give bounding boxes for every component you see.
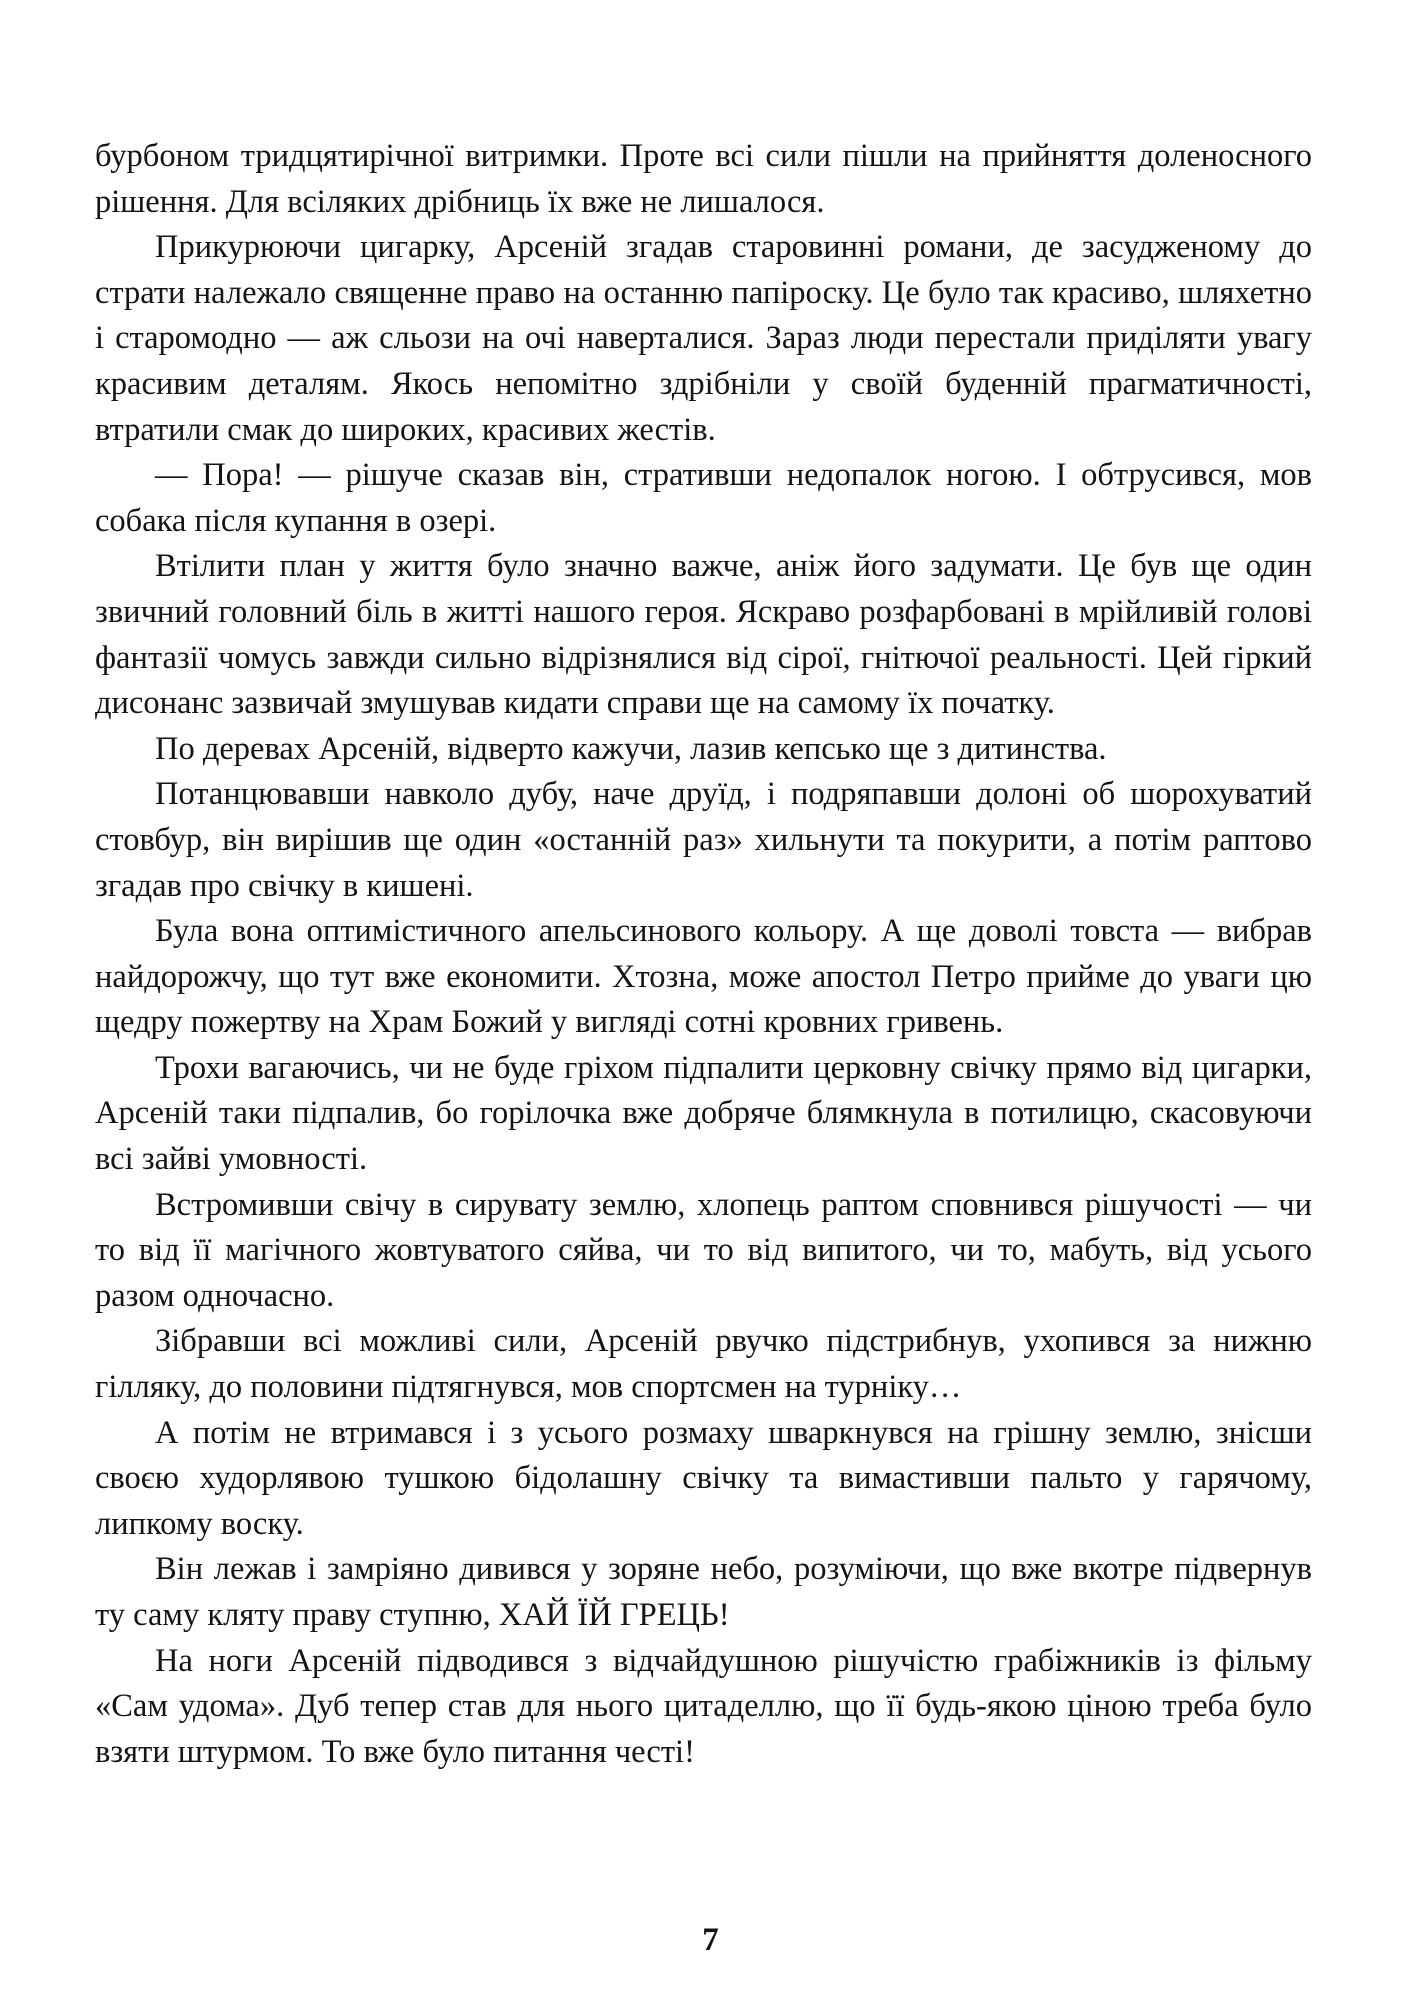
paragraph: А потім не втримався і з усього розмаху шваркнувся на грішну землю, знісши своєю худорлявою тушкою бідолашну свічку та вимастивши пальто у гарячому, липкому воску. — [95, 1414, 1312, 1542]
paragraph: Він лежав і замріяно дивився у зоряне небо, розуміючи, що вже вкотре підвернув ту саму кляту праву ступню, ХАЙ ЇЙ ГРЕЦЬ! — [95, 1551, 1312, 1633]
paragraph: На ноги Арсеній підводився з відчайдушною рішучістю грабіжників із фільму «Сам удома». Дуб тепер став для нього цитаделлю, що її будь-якою ціною треба було взяти штурмом. То вже було питання честі! — [95, 1642, 1312, 1770]
paragraph-continuation: бурбоном тридцятирічної витримки. Проте всі сили пішли на прийняття доленосного рішення. Для всіляких дрібниць їх вже не лишалося. — [95, 138, 1312, 220]
paragraph-dialogue: — Пора! — рішуче сказав він, стративши недопалок ногою. І обтрусився, мов собака після купання в озері. — [95, 457, 1312, 539]
paragraph: Потанцювавши навколо дубу, наче друїд, і подряпавши долоні об шорохуватий стовбур, він вирішив ще один «останній раз» хильнути та покурити, а потім раптово згадав про свічку в кишені. — [95, 776, 1312, 904]
page-number: 7 — [702, 1922, 719, 1958]
paragraph: Прикурюючи цигарку, Арсеній згадав старовинні романи, де засудженому до страти належало священне право на останню папіроску. Це було так красиво, шляхетно і старомодно — аж сльози на очі наверталися. Зараз люди перестали приділяти увагу красивим деталям. Якось непомітно здрібніли у своїй буденній прагматичності, втратили смак до широких, красивих жестів. — [95, 229, 1312, 448]
paragraph: По деревах Арсеній, відверто кажучи, лазив кепсько ще з дитинства. — [155, 730, 1107, 767]
paragraph: Втілити план у життя було значно важче, аніж його задумати. Це був ще один звичний головний біль в житті нашого героя. Яскраво розфарбовані в мрійливій голові фантазії чомусь завжди сильно відрізнялися від сірої, гнітючої реальності. Цей гіркий дисонанс зазвичай змушував кидати справи ще на самому їх початку. — [95, 548, 1312, 722]
body-text — [95, 134, 1312, 1775]
paragraph: Була вона оптимістичного апельсинового кольору. А ще доволі товста — вибрав найдорожчу, що тут вже економити. Хтозна, може апостол Петро прийме до уваги цю щедру пожертву на Храм Божий у вигляді сотні кровних гривень. — [95, 913, 1312, 1041]
paragraph: Трохи вагаючись, чи не буде гріхом підпалити церковну свічку прямо від цигарки, Арсеній таки підпалив, бо горілочка вже добряче блямкнула в потилицю, скасовуючи всі зайві умовності. — [95, 1049, 1312, 1178]
paragraph: Зібравши всі можливі сили, Арсеній рвучко підстрибнув, ухопився за нижню гілляку, до половини підтягнувся, мов спортсмен на турніку… — [95, 1323, 1312, 1406]
paragraph: Встромивши свічу в сирувату землю, хлопець раптом сповнився рішучості — чи то від її магічного жовтуватого сяйва, чи то від випитого, чи то, мабуть, від усього разом одночасно. — [95, 1186, 1312, 1314]
